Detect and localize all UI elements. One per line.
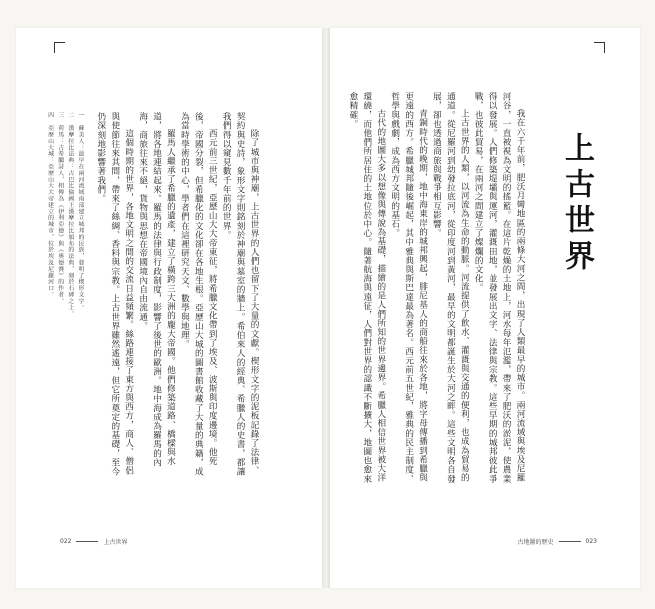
footnotes bbox=[40, 112, 84, 486]
right-paragraph-2: 上古世界的人類，以河流為生命的動脈。河流提供了飲水、灌溉與交通的便利，也成為貿易的通道。從尼羅河到幼發拉底河，從印度河到黃河，最早的文明都誕生於大河之畔。這些文明各自發展，卻也透過商旅與戰爭相互影響。 bbox=[431, 92, 470, 484]
footer-rule-right bbox=[559, 541, 581, 542]
footnote-4: 四 亞歷山大城：亞歷山大大帝建立的城市，位於埃及尼羅河口。 bbox=[46, 112, 53, 298]
book-gutter bbox=[322, 28, 330, 588]
footnote-1: 一 蘇美人：最早在兩河流域南部建立城邦的民族，發明了楔形文字。 bbox=[77, 112, 83, 311]
right-running-head: 古地圖的歷史 bbox=[517, 539, 554, 546]
left-paragraph-3: 羅馬人繼承了希臘的遺產，建立了橫跨三大洲的龐大帝國。他們修築道路、橋樑與水道，將各地連結起來。羅馬的法律與行政制度，影響了後世的歐洲。地中海成為羅馬的內海，商旅往來不絕，貨物與思想在帝國境內自由流通。 bbox=[137, 112, 176, 467]
left-footer bbox=[60, 537, 127, 546]
left-running-head: 上古世界 bbox=[103, 539, 128, 546]
footnote-3: 三 荷馬：古希臘詩人，相傳為《伊利亞德》與《奧德賽》的作者。 bbox=[56, 112, 63, 305]
corner-mark-right bbox=[594, 42, 605, 53]
footer-rule-left bbox=[76, 541, 98, 542]
left-paragraph-4: 這個時期的世界，各地文明之間的交流日益頻繁。絲路連接了東方與西方，商人、僧侶與使節往來其間，帶來了絲綢、香料與宗教。上古世界雖然遙遠，但它所奠定的基礎，至今仍深刻地影響著我們。 bbox=[95, 112, 134, 476]
left-page-number: 022 bbox=[60, 538, 72, 545]
right-paragraph-3: 青銅時代的晚期，地中海東岸的城邦興起，腓尼基人的商船往來於各地，將字母傳播到希臘與更遠的西方。希臘城邦隨後崛起，其中雅典與斯巴達最為著名。西元前五世紀，雅典的民主制度、哲學與戲劇，成為西方文明的基石。 bbox=[389, 92, 428, 484]
right-footer bbox=[518, 537, 597, 546]
left-paragraph-1: 除了城市與神廟，上古世界的人們也留下了大量的文獻。楔形文字的泥板記錄了法律、契約與史詩，象形文字則銘刻於神廟與墓室的牆上。希伯來人的經典、希臘人的史書，都讓我們得以窺見數千年前的世界。 bbox=[221, 112, 259, 476]
chapter-title: 上古世界 bbox=[559, 132, 594, 276]
footnote-2: 二 漢摩拉比法典：古巴比倫國王漢摩拉比頒布的法典，刻於石碑之上。 bbox=[66, 112, 73, 317]
left-page-body bbox=[92, 112, 260, 484]
right-page-number: 023 bbox=[585, 538, 597, 545]
right-page-body bbox=[347, 92, 526, 490]
right-paragraph-1: 我在六千年前，肥沃月彎地區的兩條大河之間，出現了人類最早的城市。兩河流域與埃及尼羅河谷，一直被視為文明的搖籃。在這片乾燥的土地上，河水每年氾濫，帶來了肥沃的淤泥，使農業得以發展。人們修築堤壩與運河，灌溉田地，並發展出文字、法律與宗教。這些早期的城邦彼此爭戰，也彼此貿易，在兩河之間建立了燦爛的文化。 bbox=[473, 92, 525, 484]
corner-mark-left bbox=[54, 42, 65, 53]
right-paragraph-4: 古代的地圖大多以想像與傳說為基礎，描繪的是人們所知的世界邊界。希臘人相信世界被大洋環繞，而他們所居住的土地位於中心。隨著航海與遠征，人們對世界的認識不斷擴大，地圖也愈來愈精確。 bbox=[347, 92, 386, 484]
left-paragraph-2: 西元前三世紀，亞歷山大大帝東征，將希臘文化帶到了埃及、波斯與印度邊境。他死後，帝國分裂，但希臘化的文化卻在各地生根。亞歷山大城的圖書館收藏了大量的典籍，成為當時學術的中心，學者們在這裡研究天文、數學與地理。 bbox=[179, 112, 218, 476]
